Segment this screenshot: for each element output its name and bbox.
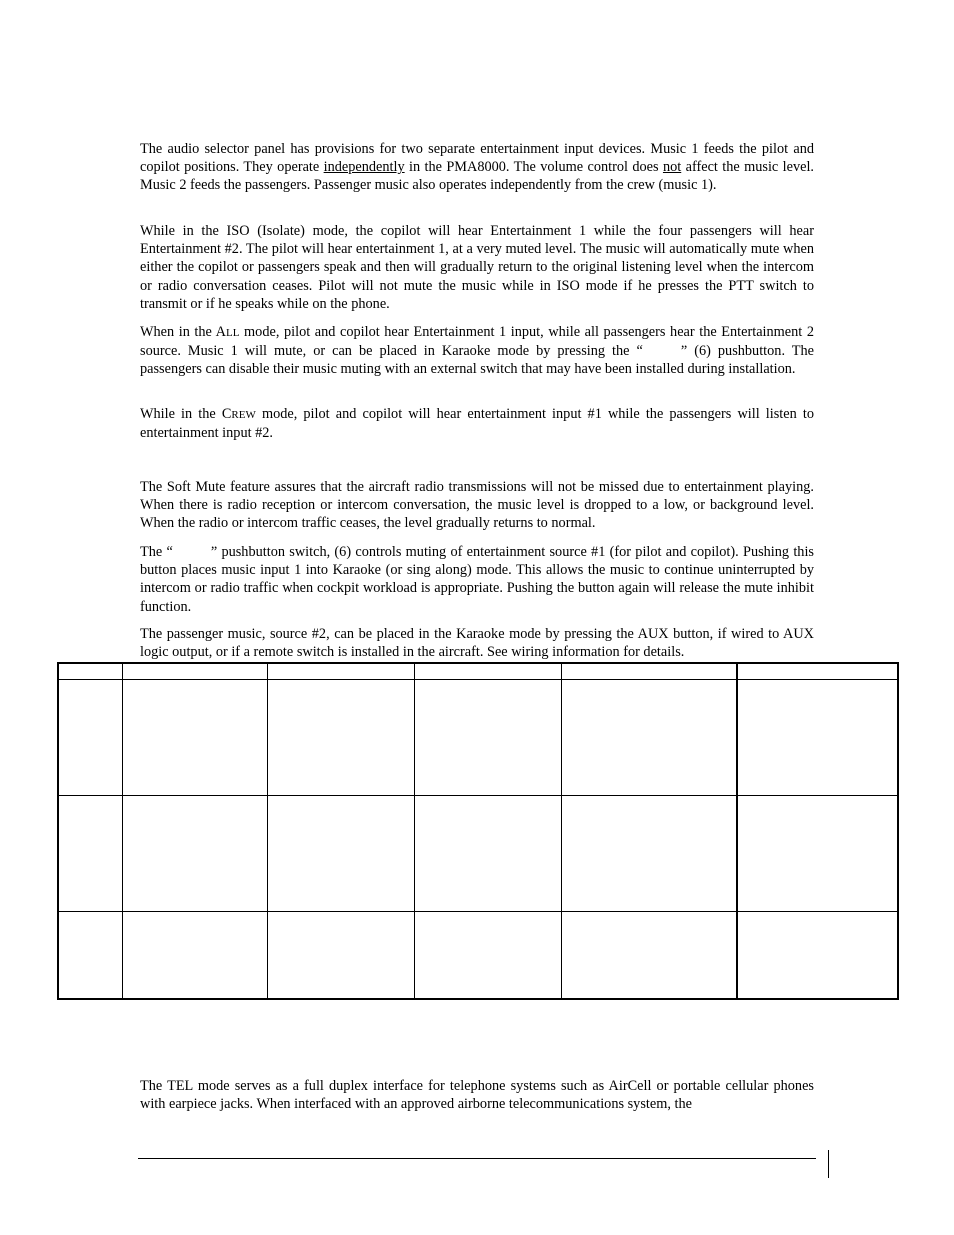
underlined-text: independently	[323, 159, 405, 176]
table-cell	[561, 680, 737, 796]
text-run: mode, pilot and copilot will hear entertainment input #1 while the passengers will listen to entertainment input #2.	[140, 406, 815, 442]
paragraph-iso-mode: While in the ISO (Isolate) mode, the copilot will hear Entertainment 1 while the four passengers will hear Entertainment #2. The pilot will hear entertainment 1, at a very muted level. The music will automatically mute when either the copilot or passengers speak and then will gradually return to the original listening level when the intercom or radio conversation ceases. Pilot will not mute the music while in ISO mode if he presses the PTT switch to transmit or if he speaks while on the phone.	[140, 223, 814, 312]
table-cell	[414, 912, 561, 1000]
footer-vertical-bar	[828, 1150, 829, 1178]
table-cell	[267, 796, 414, 912]
table-cell	[737, 680, 898, 796]
small-caps-text: REW	[231, 409, 256, 421]
table-cell	[414, 796, 561, 912]
table-cell	[122, 680, 267, 796]
text-run: The “	[140, 544, 173, 560]
text-run: affect the music level. Music 2 feeds the passengers. Passenger music also operates independently from the crew (music 1).	[140, 159, 814, 194]
table-cell	[561, 912, 737, 1000]
text-run: ” pushbutton switch, (6) controls muting of entertainment source #1 (for pilot and copilot). Pushing this button places music input 1 into Karaoke (or sing along) mode. This allows the music to continue uninterrupted by intercom or radio traffic when cockpit workload is appropriate. Pushing the button again will release the mute inhibit function.	[140, 544, 814, 615]
table-cell	[58, 796, 122, 912]
text-run: When in the A	[140, 324, 227, 340]
table-cell	[58, 680, 122, 796]
text-run: in the PMA8000. The volume control does	[404, 159, 663, 176]
table-cell	[58, 912, 122, 1000]
table-cell	[737, 663, 898, 680]
mode-table	[57, 662, 899, 1000]
table-cell	[122, 796, 267, 912]
small-caps-text: LL	[226, 327, 240, 339]
table-cell	[414, 680, 561, 796]
table-cell	[267, 912, 414, 1000]
text-run: While in the C	[140, 406, 232, 422]
text-run: The audio selector panel has provisions for two separate entertainment input devices. Music 1 feeds the pilot and copilot positions. They operate	[140, 141, 814, 176]
table-cell	[561, 663, 737, 680]
table-cell	[267, 680, 414, 796]
table-cell	[122, 663, 267, 680]
table-cell	[122, 912, 267, 1000]
paragraph-tel-mode: The TEL mode serves as a full duplex interface for telephone systems such as AirCell or portable cellular phones with earpiece jacks. When interfaced with an approved airborne telecommunications system, the	[140, 1078, 814, 1113]
table-header-row	[58, 663, 898, 680]
paragraph-crew-mode	[140, 405, 814, 442]
footer-rule	[138, 1158, 816, 1159]
table-cell	[737, 796, 898, 912]
paragraph-passenger-music: The passenger music, source #2, can be placed in the Karaoke mode by pressing the AUX button, if wired to AUX logic output, or if a remote switch is installed in the aircraft. See wiring information for details.	[140, 626, 814, 661]
text-run: ” (6) pushbutton. The passengers can disable their music muting with an external switch that may have been installed during installation.	[140, 343, 814, 378]
paragraph-soft-mute: The Soft Mute feature assures that the aircraft radio transmissions will not be missed due to entertainment playing. When there is radio reception or intercom conversation, the music level is dropped to a low, or background level. When the radio or intercom traffic ceases, the level gradually returns to normal.	[140, 479, 814, 532]
table-cell	[58, 663, 122, 680]
text-run: mode, pilot and copilot hear Entertainment 1 input, while all passengers hear the Entertainment 2 source. Music 1 will mute, or can be placed in Karaoke mode by pressing the “	[140, 324, 814, 360]
underlined-text: not	[662, 159, 682, 176]
table-row	[58, 680, 898, 796]
table-cell	[267, 663, 414, 680]
table-row	[58, 912, 898, 1000]
paragraph-entertainment-inputs	[140, 140, 814, 195]
table-cell	[414, 663, 561, 680]
paragraph-all-mode	[140, 323, 814, 379]
table-row	[58, 796, 898, 912]
table-cell	[561, 796, 737, 912]
table-cell	[737, 912, 898, 1000]
paragraph-mute-pushbutton	[140, 543, 814, 616]
